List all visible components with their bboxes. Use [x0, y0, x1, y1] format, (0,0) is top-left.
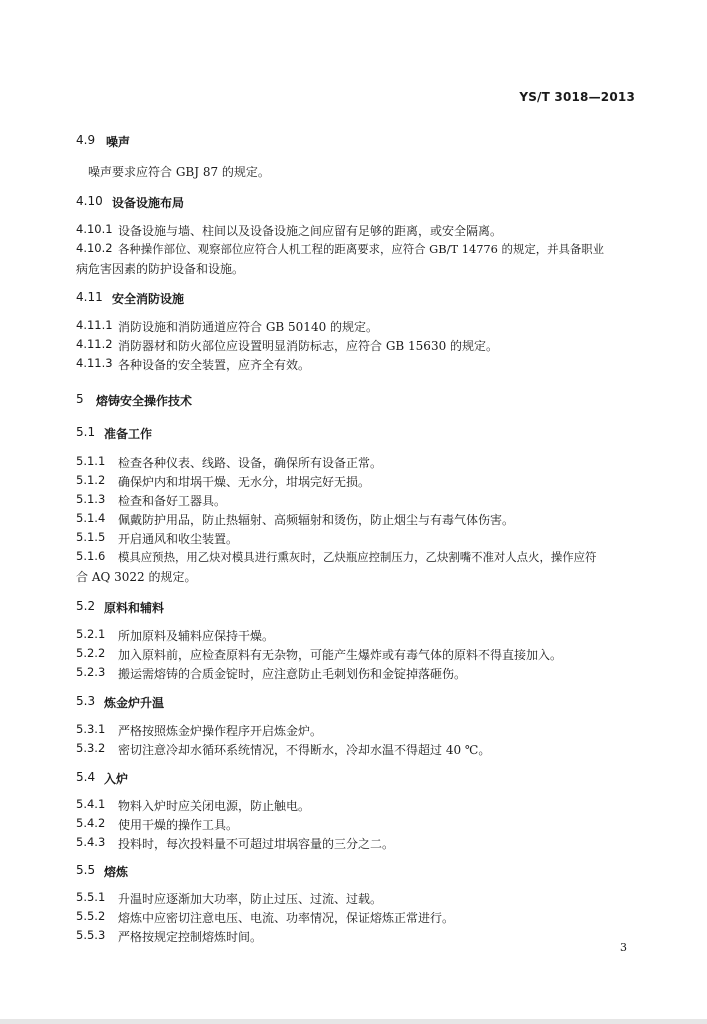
section-title: 准备工作: [104, 427, 153, 441]
clause-text: 各种操作部位、观察部位应符合人机工程的距离要求，应符合 GB/T 14776 的规定，并具备职业: [118, 242, 605, 256]
paragraph-text: 噪声要求应符合 GBJ 87 的规定。: [88, 165, 270, 179]
clause-text: 检查和备好工器具。: [118, 494, 227, 508]
clause-number: 5.2.1: [76, 627, 106, 641]
section-number: 4.11: [76, 290, 103, 304]
clause-text: 消防器材和防火部位应设置明显消防标志，应符合 GB 15630 的规定。: [118, 339, 499, 353]
clause-text: 物料入炉时应关闭电源，防止触电。: [118, 799, 311, 813]
clause-text: 严格按照炼金炉操作程序开启炼金炉。: [118, 724, 323, 738]
section-title: 原料和辅料: [104, 601, 165, 615]
section-title: 安全消防设施: [112, 292, 185, 306]
section-number: 4.9: [76, 133, 96, 147]
clause-number: 4.10.2: [76, 241, 113, 255]
clause-number: 5.4.1: [76, 797, 106, 811]
clause-text: 模具应预热，用乙炔对模具进行熏灰时，乙炔瓶应控制压力，乙炔割嘴不准对人点火，操作应符: [118, 550, 597, 564]
clause-text: 严格按规定控制熔炼时间。: [118, 930, 263, 944]
clause-number: 4.11.1: [76, 318, 113, 332]
section-title: 炼金炉升温: [104, 696, 165, 710]
clause-number: 5.1.5: [76, 530, 106, 544]
section-number: 5.3: [76, 694, 96, 708]
section-number: 5.1: [76, 425, 96, 439]
clause-number: 5.3.2: [76, 741, 106, 755]
clause-number: 5.4.2: [76, 816, 106, 830]
clause-text: 病危害因素的防护设备和设施。: [76, 262, 245, 276]
clause-number: 4.10.1: [76, 222, 113, 236]
clause-text: 各种设备的安全装置，应齐全有效。: [118, 358, 311, 372]
clause-number: 5.5.3: [76, 928, 106, 942]
clause-number: 5.1.6: [76, 549, 106, 563]
section-title: 设备设施布局: [112, 196, 185, 210]
page-number: 3: [620, 941, 627, 954]
clause-number: 4.11.2: [76, 337, 113, 351]
clause-number: 5.4.3: [76, 835, 106, 849]
clause-text: 消防设施和消防通道应符合 GB 50140 的规定。: [118, 320, 379, 334]
section-title: 噪声: [106, 135, 131, 149]
clause-number: 5.1.4: [76, 511, 106, 525]
clause-text: 设备设施与墙、柱间以及设备设施之间应留有足够的距离，或安全隔离。: [118, 224, 503, 238]
clause-number: 5.2.3: [76, 665, 106, 679]
clause-number: 5.1.1: [76, 454, 106, 468]
clause-number: 5.3.1: [76, 722, 106, 736]
clause-text: 投料时，每次投料量不可超过坩埚容量的三分之二。: [118, 837, 395, 851]
clause-text: 熔炼中应密切注意电压、电流、功率情况，保证熔炼正常进行。: [118, 911, 455, 925]
clause-number: 4.11.3: [76, 356, 113, 370]
clause-text: 使用干燥的操作工具。: [118, 818, 239, 832]
clause-text: 搬运需熔铸的合质金锭时，应注意防止毛刺划伤和金锭掉落砸伤。: [118, 667, 467, 681]
clause-text: 检查各种仪表、线路、设备，确保所有设备正常。: [118, 456, 383, 470]
chapter-number: 5: [76, 392, 84, 406]
clause-number: 5.1.2: [76, 473, 106, 487]
clause-number: 5.5.2: [76, 909, 106, 923]
section-title: 入炉: [104, 772, 129, 786]
page-bottom-edge: [0, 1019, 707, 1024]
clause-text: 升温时应逐渐加大功率，防止过压、过流、过载。: [118, 892, 383, 906]
section-number: 5.2: [76, 599, 96, 613]
clause-text: 加入原料前，应检查原料有无杂物，可能产生爆炸或有毒气体的原料不得直接加入。: [118, 648, 563, 662]
section-number: 5.5: [76, 863, 96, 877]
chapter-title: 熔铸安全操作技术: [96, 394, 193, 408]
clause-text: 所加原料及辅料应保持干燥。: [118, 629, 275, 643]
clause-text: 佩戴防护用品，防止热辐射、高频辐射和烫伤，防止烟尘与有毒气体伤害。: [118, 513, 515, 527]
section-number: 4.10: [76, 194, 103, 208]
clause-number: 5.2.2: [76, 646, 106, 660]
clause-text: 开启通风和收尘装置。: [118, 532, 239, 546]
clause-text: 密切注意冷却水循环系统情况，不得断水，冷却水温不得超过 40 ℃。: [118, 743, 491, 757]
document-code: YS/T 3018—2013: [519, 90, 635, 104]
clause-text: 合 AQ 3022 的规定。: [76, 570, 197, 584]
clause-text: 确保炉内和坩埚干燥、无水分，坩埚完好无损。: [118, 475, 371, 489]
clause-number: 5.5.1: [76, 890, 106, 904]
clause-number: 5.1.3: [76, 492, 106, 506]
section-number: 5.4: [76, 770, 96, 784]
section-title: 熔炼: [104, 865, 129, 879]
